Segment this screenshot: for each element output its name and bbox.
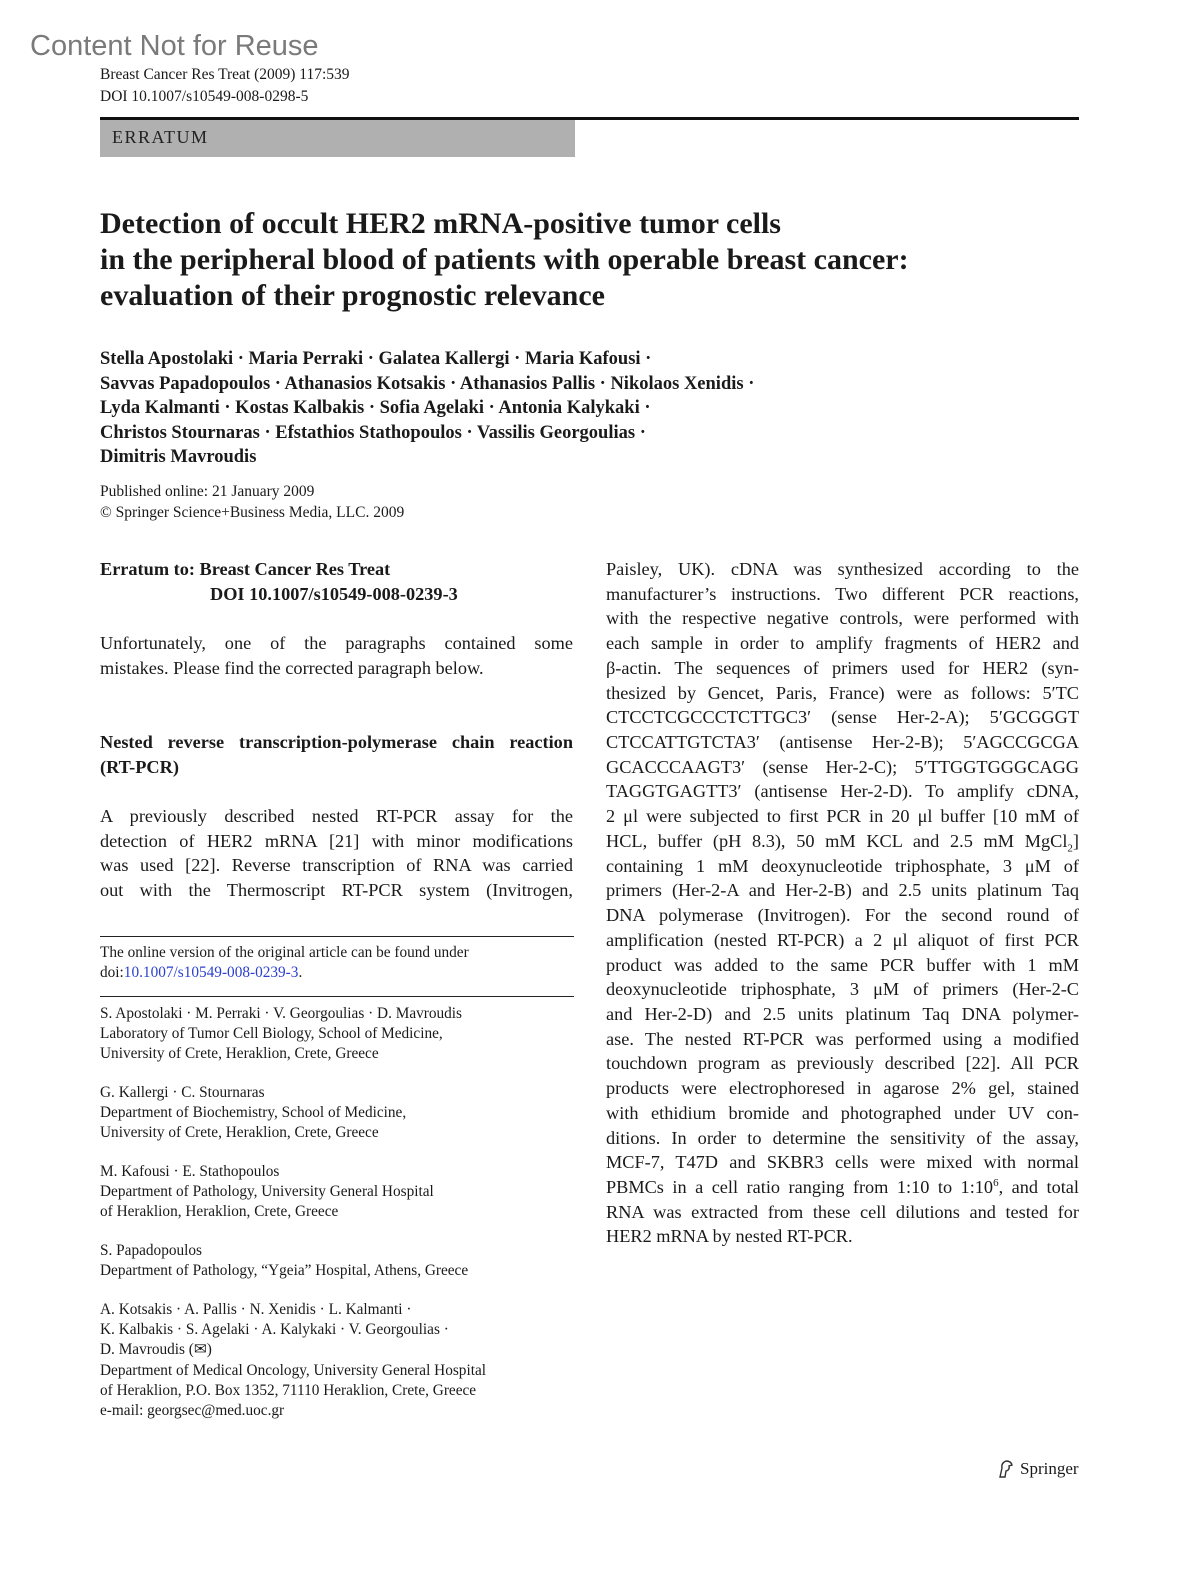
text-line: K. Kalbakis · S. Agelaki · A. Kalykaki · V. Georgoulias · <box>100 1321 449 1339</box>
text-line: 2 μl were subjected to first PCR in 20 μl buffer [10 mM of <box>606 806 1079 827</box>
text-fragment: HCL, buffer (pH 8.3), 50 mM KCL and 2.5 mM MgCl <box>606 830 1068 851</box>
text-line: S. Apostolaki · M. Perraki · V. Georgoulias · D. Mavroudis <box>100 1005 463 1022</box>
publication-info <box>100 481 404 523</box>
erratum-to <box>100 557 573 606</box>
text-line: Department of Medical Oncology, University General Hospital <box>100 1361 486 1379</box>
text-line: manufacturer’s instructions. Two different PCR reactions, <box>606 583 1079 604</box>
text-line: A. Kotsakis · A. Pallis · N. Xenidis · L. Kalmanti · <box>100 1301 412 1318</box>
original-article-doi-link[interactable]: 10.1007/s10549-008-0239-3 <box>123 964 299 982</box>
affiliation-0 <box>100 1004 574 1065</box>
text-line: evaluation of their prognostic relevance <box>100 279 605 312</box>
online-note-text: The online version of the original article can be found under <box>100 944 469 961</box>
text-line: Dimitris Mavroudis <box>100 447 257 468</box>
text-fragment: ] <box>1072 830 1079 851</box>
text-line: with ethidium bromide and photographed under UV con- <box>606 1102 1079 1123</box>
text-line: Department of Pathology, “Ygeia” Hospital, Athens, Greece <box>100 1262 469 1280</box>
text-line: of Heraklion, Heraklion, Crete, Greece <box>100 1203 339 1221</box>
text-line: MCF-7, T47D and SKBR3 cells were mixed with normal <box>606 1152 1079 1173</box>
subscript: 2 <box>1067 842 1073 855</box>
journal-header <box>100 64 350 108</box>
text-line: Christos Stournaras · Efstathios Stathopoulos · Vassilis Georgoulias · <box>100 422 646 443</box>
journal-citation: Breast Cancer Res Treat (2009) 117:539 <box>100 66 350 83</box>
left-body-paragraph <box>100 804 573 903</box>
text-line: products were electrophoresed in agarose 2% gel, stained <box>606 1078 1079 1099</box>
text-line: out with the Thermoscript RT-PCR system (Invitrogen, <box>100 880 573 901</box>
text-line: A previously described nested RT-PCR assay for the <box>100 806 573 826</box>
text-line: Detection of occult HER2 mRNA-positive tumor cells <box>100 207 781 240</box>
doi-prefix: doi: <box>100 964 124 982</box>
article-title <box>100 206 909 314</box>
text-line: touchdown program as previously described [22]. All PCR <box>606 1053 1079 1074</box>
text-line: with the respective negative controls, were performed with <box>606 608 1079 629</box>
text-line: CTCCATTGTCTA3′ (antisense Her-2-B); 5′AGCCGCGA <box>606 732 1079 753</box>
text-fragment: PBMCs in a cell ratio ranging from 1:10 to 1:10 <box>606 1176 994 1197</box>
text-line: containing 1 mM deoxynucleotide triphosphate, 3 μM of <box>606 855 1079 876</box>
article-type-bar <box>100 120 575 157</box>
text-line: was used [22]. Reverse transcription of RNA was carried <box>100 855 573 876</box>
superscript: 6 <box>993 1176 999 1189</box>
text-line: ditions. In order to determine the sensitivity of the assay, <box>606 1127 1079 1148</box>
text-line: deoxynucleotide triphosphate, 3 μM of primers (Her-2-C <box>606 979 1079 1000</box>
intro-paragraph <box>100 631 573 680</box>
text-line: (RT-PCR) <box>100 756 179 777</box>
text-line: in the peripheral blood of patients with operable breast cancer: <box>100 243 909 276</box>
text-line: M. Kafousi · E. Stathopoulos <box>100 1163 280 1180</box>
text-line <box>606 1175 1079 1200</box>
text-line: TAGGTGAGTT3′ (antisense Her-2-D). To amplify cDNA, <box>606 781 1079 802</box>
affiliation-1 <box>100 1083 574 1144</box>
affiliation-3 <box>100 1241 574 1281</box>
published-date: Published online: 21 January 2009 <box>100 483 315 500</box>
publisher-name: Springer <box>1020 1459 1079 1478</box>
text-line <box>606 829 1079 854</box>
text-line: G. Kallergi · C. Stournaras <box>100 1084 265 1101</box>
text-line: University of Crete, Heraklion, Crete, Greece <box>100 1045 379 1063</box>
text-line: Paisley, UK). cDNA was synthesized according to the <box>606 559 1079 579</box>
text-line: Stella Apostolaki · Maria Perraki · Galatea Kallergi · Maria Kafousi · <box>100 349 652 369</box>
text-fragment: , and total <box>998 1176 1079 1197</box>
publisher-logo <box>996 1459 1079 1479</box>
text-line: Department of Biochemistry, School of Medicine, <box>100 1104 407 1122</box>
text-line: DNA polymerase (Invitrogen). For the second round of <box>606 905 1079 926</box>
text-line: GCACCCAAGT3′ (sense Her-2-C); 5′TTGGTGGGCAGG <box>606 756 1079 777</box>
erratum-to-line1: Erratum to: Breast Cancer Res Treat <box>100 559 391 579</box>
journal-doi: DOI 10.1007/s10549-008-0298-5 <box>100 88 309 105</box>
affiliation-2 <box>100 1162 574 1223</box>
footnote-rule <box>100 936 574 937</box>
text-line: S. Papadopoulos <box>100 1242 202 1259</box>
watermark: Content Not for Reuse <box>30 30 319 62</box>
text-line: CTCCTCGCCCTCTTGC3′ (sense Her-2-A); 5′GCGGGT <box>606 707 1079 728</box>
text-line: Department of Pathology, University General Hospital <box>100 1183 434 1201</box>
erratum-to-doi: DOI 10.1007/s10549-008-0239-3 <box>210 583 458 604</box>
text-line: primers (Her-2-A and Her-2-B) and 2.5 units platinum Taq <box>606 880 1079 901</box>
text-line: HER2 mRNA by nested RT-PCR. <box>606 1226 853 1247</box>
text-line: RNA was extracted from these cell dilutions and tested for <box>606 1201 1079 1222</box>
right-body-paragraph <box>606 557 1079 1249</box>
text-line: Lyda Kalmanti · Kostas Kalbakis · Sofia Agelaki · Antonia Kalykaki · <box>100 398 651 419</box>
article-type: ERRATUM <box>112 127 209 147</box>
text-line: Savvas Papadopoulos · Athanasios Kotsakis · Athanasios Pallis · Nikolaos Xenidis · <box>100 373 755 394</box>
text-line: each sample in order to amplify fragments of HER2 and <box>606 633 1079 654</box>
author-list <box>100 347 754 470</box>
text-line: ase. The nested RT-PCR was performed using a modified <box>606 1028 1079 1049</box>
section-heading <box>100 730 573 779</box>
text-line: Unfortunately, one of the paragraphs contained some <box>100 633 573 653</box>
text-line: detection of HER2 mRNA [21] with minor modifications <box>100 830 573 851</box>
text-line: amplification (nested RT-PCR) a 2 μl aliquot of first PCR <box>606 929 1079 950</box>
springer-horse-icon <box>996 1459 1016 1479</box>
text-line: e-mail: georgsec@med.uoc.gr <box>100 1402 285 1420</box>
text-line: and Her-2-D) and 2.5 units platinum Taq DNA polymer- <box>606 1003 1079 1024</box>
text-line: Nested reverse transcription-polymerase chain reaction <box>100 732 573 752</box>
text-line: of Heraklion, P.O. Box 1352, 71110 Heraklion, Crete, Greece <box>100 1381 477 1399</box>
text-line: D. Mavroudis (✉) <box>100 1341 212 1359</box>
text-line: mistakes. Please find the corrected paragraph below. <box>100 657 484 678</box>
footnote-rule <box>100 996 574 997</box>
text-line: thesized by Gencet, Paris, France) were as follows: 5′TC <box>606 682 1079 703</box>
text-line: β-actin. The sequences of primers used for HER2 (syn- <box>606 657 1079 678</box>
text-line: University of Crete, Heraklion, Crete, Greece <box>100 1124 379 1142</box>
text-line: product was added to the same PCR buffer with 1 mM <box>606 954 1079 975</box>
doi-suffix: . <box>298 964 303 982</box>
copyright: © Springer Science+Business Media, LLC. 2009 <box>100 504 405 521</box>
online-note <box>100 943 574 983</box>
text-line: Laboratory of Tumor Cell Biology, School of Medicine, <box>100 1025 443 1043</box>
affiliation-4 <box>100 1300 574 1421</box>
